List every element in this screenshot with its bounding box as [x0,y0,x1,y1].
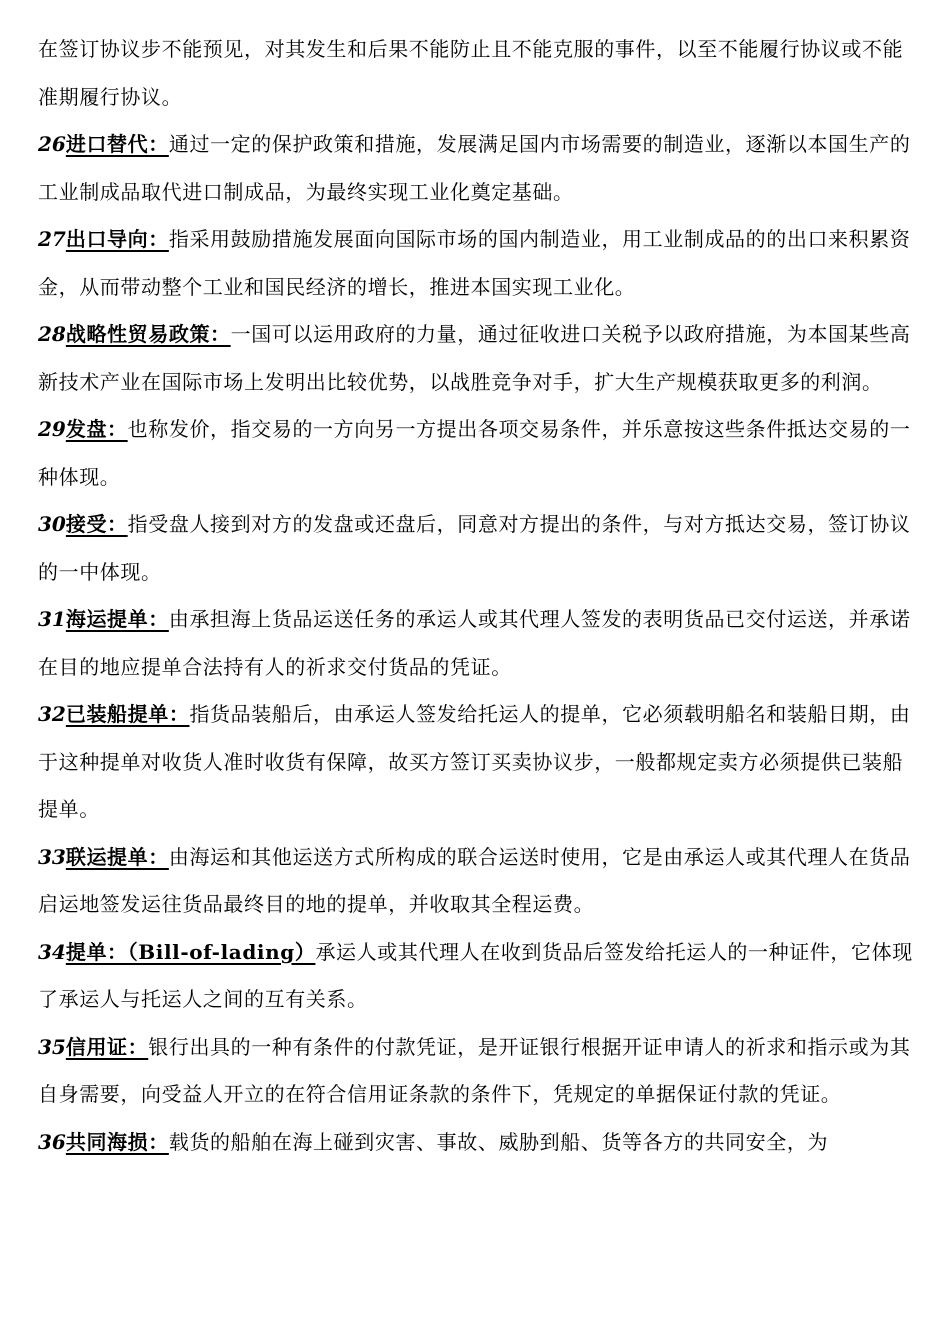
definition-34 [38,929,914,1024]
definition-body: 载货的船舶在海上碰到灾害、事故、威胁到船、货等各方的共同安全，为 [168,1129,829,1154]
definition-body: 也称发价，指交易的一方向另一方提出各项交易条件，并乐意按这些条件抵达交易的一种体现。 [38,417,911,489]
document-page [38,26,914,1166]
definition-term: 战略性贸易政策： [65,322,231,346]
definition-body: 一国可以运用政府的力量，通过征收进口关税予以政府措施，为本国某些高新技术产业在国际市场上发明出比较优势，以战胜竞争对手，扩大生产规模获取更多的利润。 [38,322,911,394]
definition-term: 共同海损： [65,1129,169,1154]
definition-term: 进口替代： [65,132,169,156]
definition-term: 信用证： [65,1034,149,1059]
definition-body: 由承担海上货品运送任务的承运人或其代理人签发的表明货品已交付运送，并承诺在目的地应提单合法持有人的祈求交付货品的凭证。 [38,607,911,679]
definition-term: 接受： [65,512,128,536]
definition-29 [38,406,914,501]
definition-number: 35 [38,1034,66,1059]
definition-body: 银行出具的一种有条件的付款凭证，是开证银行根据开证申请人的祈求和指示或为其自身需要，向受益人开立的在符合信用证条款的条件下，凭规定的单据保证付款的凭证。 [38,1034,911,1106]
definition-body: 由海运和其他运送方式所构成的联合运送时使用，它是由承运人或其代理人在货品启运地签发运往货品最终目的地的提单，并收取其全程运费。 [38,844,911,916]
definition-number: 30 [38,512,66,536]
definition-28 [38,311,914,406]
definition-number: 29 [38,417,66,441]
definition-30 [38,501,914,596]
definition-body: 承运人或其代理人在收到货品后签发给托运人的一种证件，它体现了承运人与托运人之间的互有关系。 [38,939,913,1011]
definition-number: 34 [38,939,66,964]
definition-31 [38,596,914,691]
definition-27 [38,216,914,311]
definition-number: 33 [38,844,66,869]
definition-body: 指货品装船后，由承运人签发给托运人的提单，它必须载明船名和装船日期，由于这种提单对收货人准时收货有保障，故买方签订买卖协议步，一般都规定卖方必须提供已装船提单。 [38,702,911,821]
definition-term: 出口导向： [65,227,169,251]
definition-body: 通过一定的保护政策和措施，发展满足国内市场需要的制造业，逐渐以本国生产的工业制成品取代进口制成品，为最终实现工业化奠定基础。 [38,132,911,204]
definition-36 [38,1119,914,1167]
definition-term: 海运提单： [65,607,169,631]
definition-26 [38,121,914,216]
definition-term: 已装船提单： [65,702,190,726]
definition-number: 27 [38,227,66,251]
definition-number: 26 [38,132,66,156]
definition-term: 联运提单： [65,844,169,869]
definition-number: 31 [38,607,66,631]
definition-35 [38,1024,914,1119]
definition-32 [38,691,914,834]
definition-number: 32 [38,702,66,726]
definition-term: 提单：（Bill-of-lading） [65,939,316,964]
paragraph-body: 在签订协议步不能预见，对其发生和后果不能防止且不能克服的事件，以至不能履行协议或不能准期履行协议。 [38,37,904,109]
definition-body: 指受盘人接到对方的发盘或还盘后，同意对方提出的条件，与对方抵达交易，签订协议的一中体现。 [38,512,911,584]
definition-number: 28 [38,322,66,346]
paragraph-continuation [38,26,914,121]
definition-body: 指采用鼓励措施发展面向国际市场的国内制造业，用工业制成品的的出口来积累资金，从而带动整个工业和国民经济的增长，推进本国实现工业化。 [38,227,911,299]
definition-33 [38,834,914,929]
definition-number: 36 [38,1129,66,1154]
definition-term: 发盘： [65,417,128,441]
